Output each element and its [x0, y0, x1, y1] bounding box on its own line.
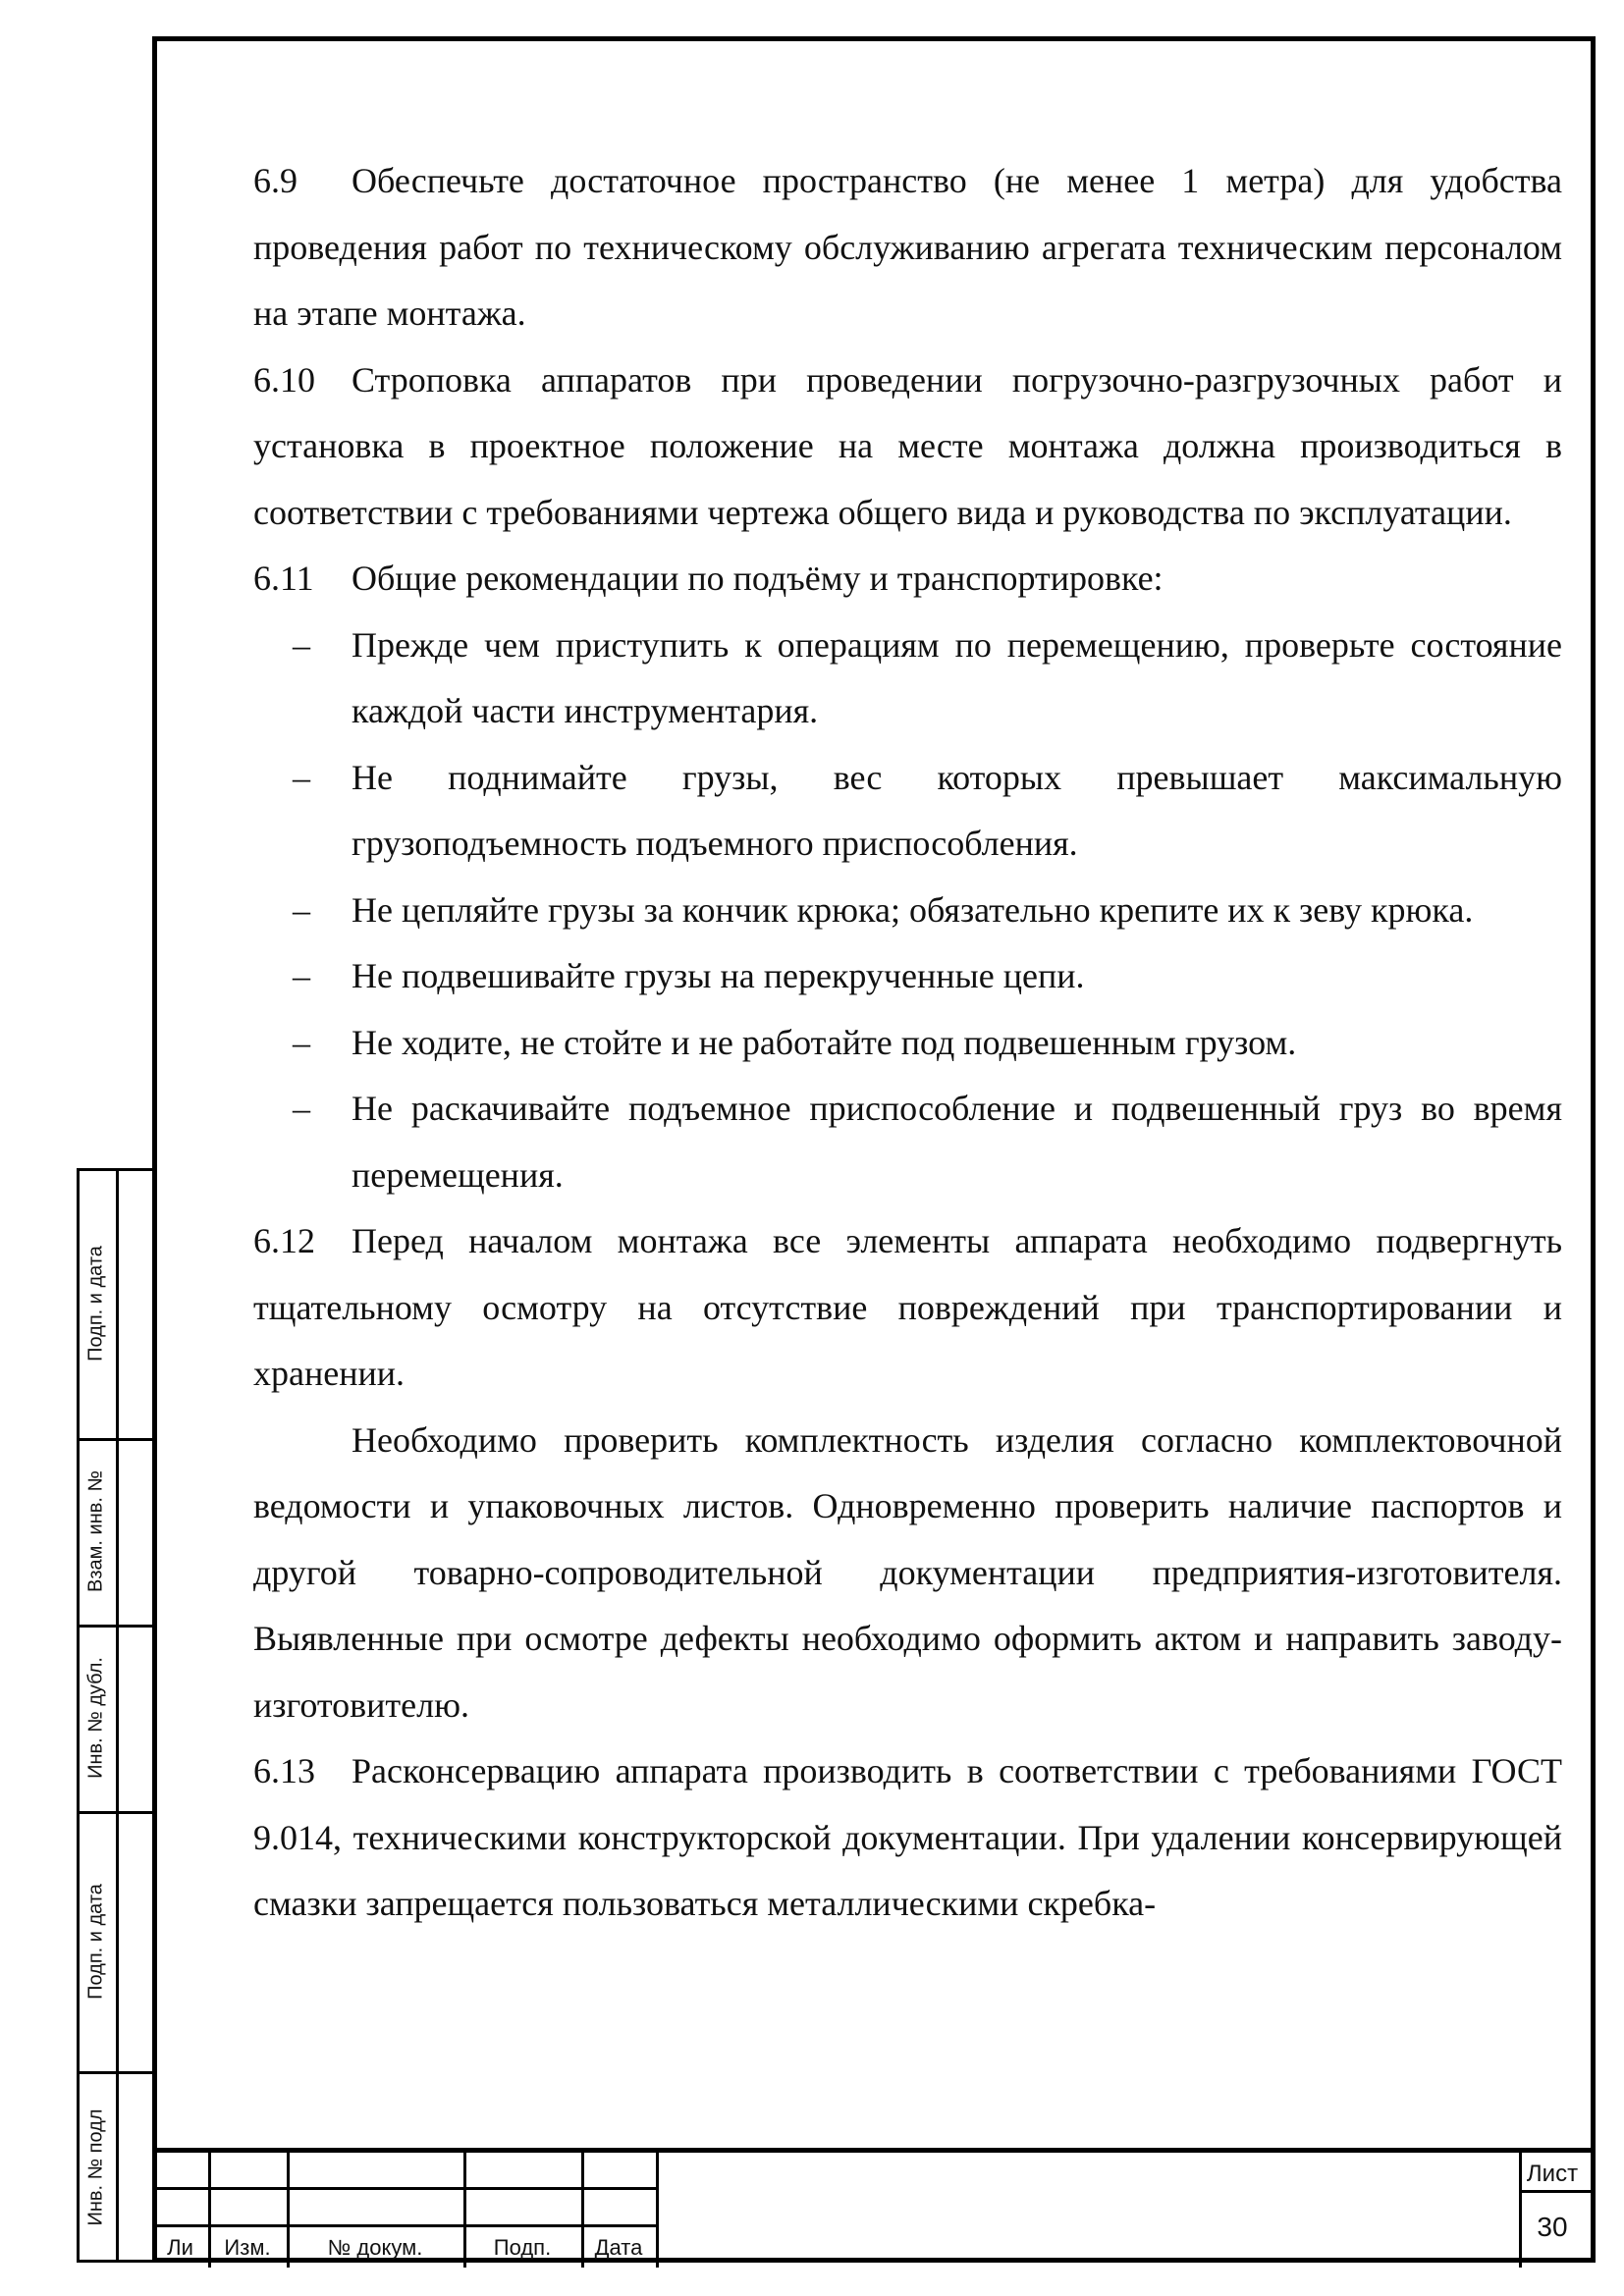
list-item: – Не ходите, не стойте и не работайте под подвешенным грузом.: [253, 1010, 1562, 1077]
stamp-label-podp-data: Подп. и дата: [84, 1245, 107, 1362]
section-6-10: [253, 347, 1562, 547]
recommendations-list: [253, 613, 1562, 1209]
document-body: [253, 148, 1562, 1938]
tb-label-data: Дата: [594, 2235, 643, 2260]
tb-label-li: Ли: [167, 2235, 193, 2260]
section-6-12: [253, 1208, 1562, 1408]
section-text: Строповка аппаратов при проведении погрузочно-разгрузочных работ и установка в проектное положение на месте монтажа должна производиться в соответствии с требованиями чертежа общего вида и руководства по эксплуатации.: [253, 359, 1562, 532]
section-6-11: [253, 546, 1562, 613]
section-number: 6.11: [253, 559, 314, 598]
section-text: Общие рекомендации по подъёму и транспортировке:: [352, 559, 1164, 598]
tb-label-doc-no: № докум.: [327, 2235, 423, 2260]
dash-bullet: –: [293, 624, 310, 665]
tb-sheet-line: [1519, 2190, 1596, 2193]
side-stamp-inner-column: [116, 1168, 152, 2263]
dash-bullet: –: [293, 1022, 310, 1062]
list-item: – Прежде чем приступить к операциям по перемещению, проверьте состояние каждой части инструментария.: [253, 613, 1562, 745]
section-number: 6.10: [253, 359, 315, 400]
list-item: – Не раскачивайте подъемное приспособление и подвешенный груз во время перемещения.: [253, 1076, 1562, 1208]
list-item: – Не поднимайте грузы, вес которых превышает максимальную грузоподъемность подъемного приспособления.: [253, 745, 1562, 878]
section-number: 6.9: [253, 161, 298, 200]
tb-row-line: [152, 2187, 658, 2190]
section-6-12-paragraph-2: Необходимо проверить комплектность изделия согласно комплектовочной ведомости и упаковочных листов. Одновременно проверить наличие паспортов и другой товарно-сопроводительной документации предприятия-изготовителя. Выявленные при осмотре дефекты необходимо оформить актом и направить заводу-изготовителю.: [253, 1419, 1562, 1725]
section-text: Обеспечьте достаточное пространство (не менее 1 метра) для удобства проведения работ по техническому обслуживанию агрегата техническим персоналом на этапе монтажа.: [253, 161, 1562, 333]
section-number: 6.12: [253, 1221, 315, 1260]
title-block: [152, 2148, 1596, 2263]
section-6-9: [253, 148, 1562, 347]
tb-label-izm: Изм.: [224, 2235, 271, 2260]
stamp-label-inv-podl: Инв. № подл: [84, 2108, 107, 2226]
section-text: Расконсервацию аппарата производить в соответствии с требованиями ГОСТ 9.014, техническими конструкторской документации. При удалении консервирующей смазки запрещается пользоваться металлическими скребка-: [253, 1751, 1562, 1923]
side-stamp: [77, 1168, 152, 2263]
stamp-label-inv-dubl: Инв. № дубл.: [84, 1657, 107, 1779]
dash-bullet: –: [293, 1089, 310, 1128]
tb-label-podp: Подп.: [493, 2235, 552, 2260]
section-6-13: [253, 1738, 1562, 1938]
tb-sheet-number: 30: [1537, 2212, 1568, 2242]
section-number: 6.13: [253, 1751, 315, 1790]
stamp-label-podp-data-2: Подп. и дата: [84, 1883, 107, 2000]
list-item: – Не подвешивайте грузы на перекрученные цепи.: [253, 943, 1562, 1010]
list-item: – Не цепляйте грузы за кончик крюка; обязательно крепите их к зеву крюка.: [253, 878, 1562, 944]
stamp-label-vzam-inv: Взам. инв. №: [84, 1470, 107, 1592]
section-text: Перед началом монтажа все элементы аппарата необходимо подвергнуть тщательному осмотру на отсутствие повреждений при транспортировании и хранении.: [253, 1221, 1562, 1393]
dash-bullet: –: [293, 889, 310, 930]
tb-sheet-label: Лист: [1526, 2161, 1579, 2187]
tb-row-line: [152, 2224, 658, 2227]
dash-bullet: –: [293, 956, 310, 995]
tb-divider: [656, 2153, 659, 2268]
dash-bullet: –: [293, 757, 310, 797]
